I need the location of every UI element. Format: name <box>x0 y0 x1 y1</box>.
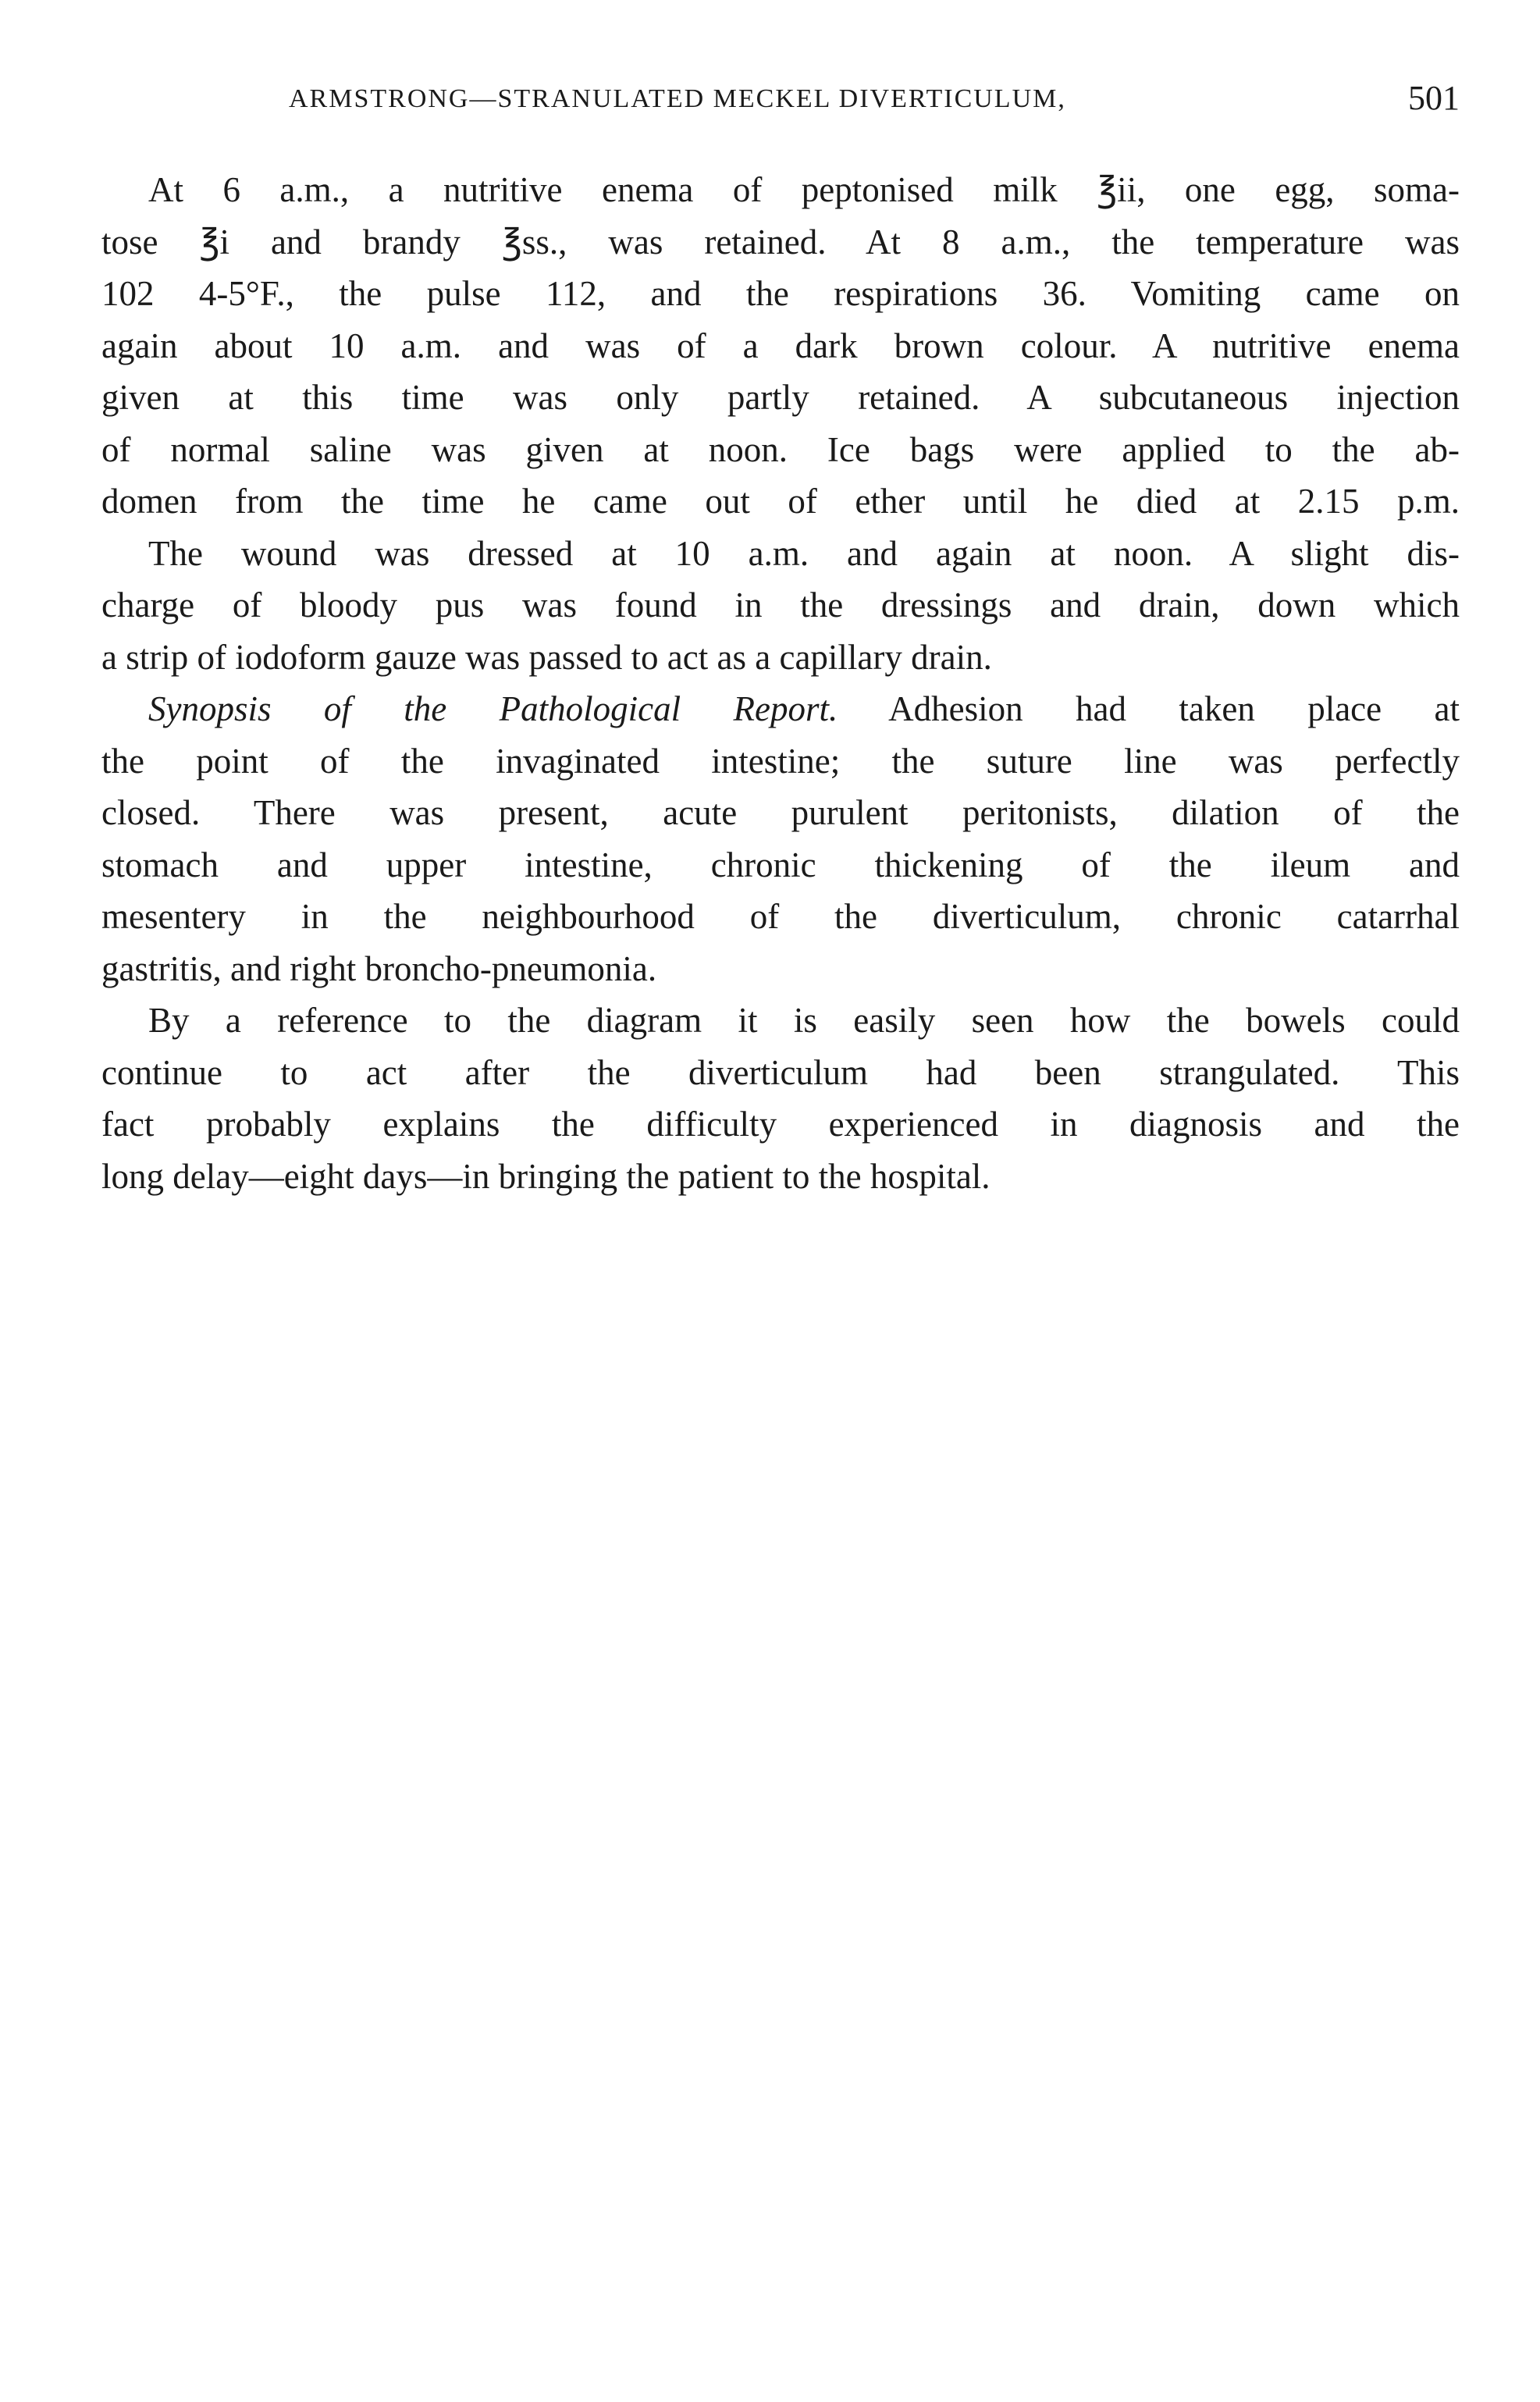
text-line: The wound was dressed at 10 a.m. and again at noon. A slight dis- <box>148 533 1460 573</box>
text-line: 102 4-5°F., the pulse 112, and the respirations 36. Vomiting came on <box>101 274 1460 313</box>
text-line: closed. There was present, acute purulent peritonists, dilation of the <box>101 793 1460 832</box>
text-line: a strip of iodoform gauze was passed to act as a capillary drain. <box>101 637 992 677</box>
text-line: long delay—eight days—in bringing the patient to the hospital. <box>101 1156 991 1196</box>
paragraph-1 <box>101 164 1460 528</box>
text-line: given at this time was only partly retained. A subcutaneous injection <box>101 378 1460 417</box>
text-line: By a reference to the diagram it is easily seen how the bowels could <box>148 1001 1460 1040</box>
text-line: tose ℥i and brandy ℥ss., was retained. At 8 a.m., the temperature was <box>101 222 1460 262</box>
page-number: 501 <box>1408 79 1460 117</box>
paragraph-4 <box>101 995 1460 1202</box>
paragraph-3 <box>101 683 1460 995</box>
text-line: continue to act after the diverticulum had been strangulated. This <box>101 1052 1460 1092</box>
text-line: mesentery in the neighbourhood of the diverticulum, chronic catarrhal <box>101 897 1460 936</box>
running-head <box>101 78 1460 125</box>
text-line: the point of the invaginated intestine; the suture line was perfectly <box>101 741 1460 781</box>
body-text <box>101 164 1460 1202</box>
text-line <box>101 683 1460 735</box>
text-line: domen from the time he came out of ether until he died at 2.15 p.m. <box>101 482 1460 521</box>
text-line: gastritis, and right broncho-pneumonia. <box>101 948 657 988</box>
text-line: again about 10 a.m. and was of a dark brown colour. A nutritive enema <box>101 326 1460 365</box>
synopsis-heading: Synopsis of the Pathological Report. <box>148 689 838 728</box>
text-line: fact probably explains the difficulty experienced in diagnosis and the <box>101 1105 1460 1144</box>
synopsis-first-line-rest: Adhesion had taken place at <box>838 689 1460 728</box>
paragraph-2 <box>101 528 1460 684</box>
text-line: charge of bloody pus was found in the dressings and drain, down which <box>101 585 1460 625</box>
text-line: At 6 a.m., a nutritive enema of peptonised milk ℥ii, one egg, soma- <box>148 170 1460 209</box>
text-line: stomach and upper intestine, chronic thickening of the ileum and <box>101 845 1460 884</box>
running-title: ARMSTRONG—STRANULATED MECKEL DIVERTICULUM, <box>289 84 1066 113</box>
text-line: of normal saline was given at noon. Ice bags were applied to the ab- <box>101 429 1460 469</box>
